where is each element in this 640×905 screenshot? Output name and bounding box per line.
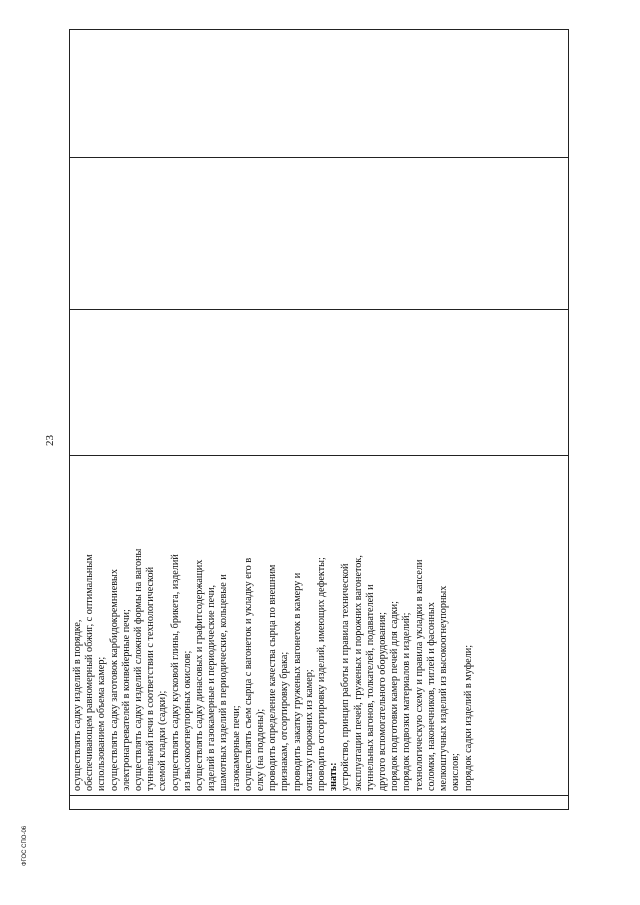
- content-line: окислов;: [450, 753, 462, 791]
- content-line: использованием объема камер;: [96, 656, 108, 791]
- empty-cell-1: [70, 310, 569, 456]
- competency-table: [69, 30, 569, 810]
- content-line: осуществлять съем сырца с вагонеток и укладку его в: [242, 557, 254, 791]
- content-line: проводить закатку груженых вагонеток в камеру и: [291, 572, 303, 791]
- content-line: порядок подготовки камер печей для садки;: [389, 601, 401, 791]
- content-line: шамотных изделий в периодические, кольцевые и: [218, 574, 230, 791]
- content-cell: [70, 456, 569, 796]
- content-line: схемой кладки (садки);: [157, 690, 169, 791]
- content-line: туннельной печи в соответствии с технологической: [145, 566, 157, 791]
- page-number: 23: [44, 435, 56, 446]
- content-line: проводить определение качества сырца по внешним: [267, 564, 279, 791]
- content-line: осуществлять садку изделий сложной формы на вагоны: [133, 548, 145, 791]
- content-line: признакам, отсортировку брака;: [279, 651, 291, 791]
- content-line: осуществлять садку динасовых и графитсодержащих: [194, 559, 206, 791]
- index-cell: [70, 796, 569, 810]
- content-line: соломки, наконечников, тиглей и фасонных: [425, 602, 437, 791]
- content-line: устройство, принцип работы и правила технической: [340, 563, 352, 791]
- footer-code: ФГОС СПО-06: [22, 825, 28, 866]
- empty-cell-3: [70, 30, 569, 158]
- content-line: откатку порожних из камер;: [303, 669, 315, 791]
- content-line: обеспечивающем равномерный обжиг, с оптимальным: [84, 554, 96, 791]
- content-line: проводить отсортировку изделий, имеющих дефекты;: [316, 557, 328, 791]
- table-grid: [69, 29, 569, 810]
- content-line: елку (на поддоны);: [255, 708, 267, 791]
- content-line: осуществлять садку кусковой глины, брикета, изделий: [169, 554, 181, 791]
- content-line: электронагревателей в конвейерные печи;: [120, 609, 132, 791]
- content-line: осуществлять садку заготовок карбидокремниевых: [108, 569, 120, 791]
- content-line: туннельных вагонов, толкателей, подавателей и: [364, 584, 376, 791]
- content-line: газокамерные печи;: [230, 705, 242, 791]
- empty-cell-2: [70, 158, 569, 310]
- content-line: эксплуатации печей, груженых и порожних вагонеток,: [352, 555, 364, 791]
- content-line: технологическую схему и правила укладки в капсели: [413, 559, 425, 791]
- content-line: изделий в газокамерные и периодические печи,: [206, 584, 218, 791]
- content-line: мелкоштучных изделий из высокоогнеупорных: [438, 585, 450, 791]
- content-line: из высокоогнеупорных окислов;: [181, 650, 193, 791]
- content-line: порядок подвозки материалов и изделий;: [401, 612, 413, 791]
- content-text: [70, 456, 475, 795]
- content-line: другого вспомогательного оборудования;: [377, 612, 389, 791]
- content-line: осуществлять садку изделий в порядке,: [72, 619, 83, 791]
- content-line: знать:: [328, 762, 340, 791]
- content-line: порядок садки изделий в муфели;: [462, 644, 474, 791]
